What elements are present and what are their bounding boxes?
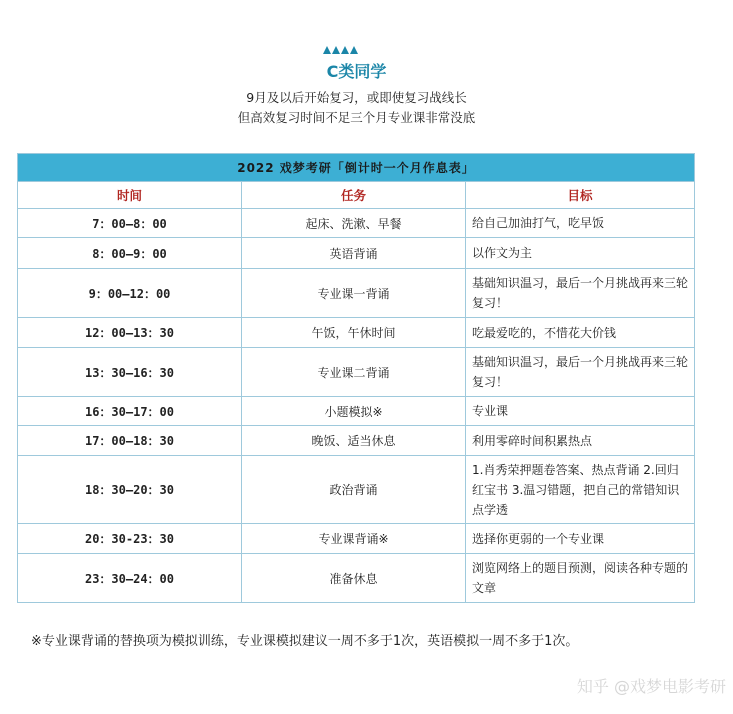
- subtitle-line-1: 9月及以后开始复习，或即使复习战线长: [246, 90, 467, 105]
- task-cell: 午饭，午休时间: [242, 318, 466, 348]
- table-row: [18, 524, 695, 554]
- task-cell: 准备休息: [242, 554, 466, 603]
- subtitle-line-2: 但高效复习时间不足三个月专业课非常没底: [237, 110, 476, 125]
- goal-cell: 1.肖秀荣押题卷答案、热点背诵 2.回归红宝书 3.温习错题，把自己的常错知识点学透: [466, 456, 695, 524]
- table-row: [18, 348, 695, 397]
- schedule-table: [17, 153, 695, 603]
- triangle-icon: [332, 46, 340, 54]
- decorative-triangles: [323, 46, 363, 56]
- triangle-icon: [323, 46, 331, 54]
- table-row: [18, 397, 695, 426]
- goal-cell: 给自己加油打气，吃早饭: [466, 209, 695, 238]
- time-cell: 18：30—20：30: [18, 456, 242, 524]
- task-cell: 政治背诵: [242, 456, 466, 524]
- goal-cell: 基础知识温习，最后一个月挑战再来三轮复习！: [466, 348, 695, 397]
- time-cell: 20：30-23：30: [18, 524, 242, 554]
- column-header-row: [18, 182, 695, 209]
- watermark: 知乎 @戏梦电影考研: [576, 677, 726, 696]
- task-cell: 专业课背诵※: [242, 524, 466, 554]
- time-cell: 16：30—17：00: [18, 397, 242, 426]
- section-heading: C类同学: [326, 62, 387, 81]
- table-title-row: [18, 154, 695, 182]
- time-cell: 8：00—9：00: [18, 238, 242, 269]
- goal-cell: 选择你更弱的一个专业课: [466, 524, 695, 554]
- time-cell: 9：00—12：00: [18, 269, 242, 318]
- time-cell: 7：00—8：00: [18, 209, 242, 238]
- table-row: [18, 209, 695, 238]
- table-row: [18, 238, 695, 269]
- goal-cell: 基础知识温习，最后一个月挑战再来三轮复习！: [466, 269, 695, 318]
- triangle-icon: [341, 46, 349, 54]
- table-row: [18, 426, 695, 456]
- column-header-task: 任务: [242, 182, 466, 209]
- triangle-icon: [350, 46, 358, 54]
- time-cell: 23：30—24：00: [18, 554, 242, 603]
- task-cell: 晚饭、适当休息: [242, 426, 466, 456]
- table-title: 2022 戏梦考研「倒计时一个月作息表」: [18, 154, 695, 182]
- column-header-goal: 目标: [466, 182, 695, 209]
- column-header-time: 时间: [18, 182, 242, 209]
- task-cell: 小题模拟※: [242, 397, 466, 426]
- task-cell: 起床、洗漱、早餐: [242, 209, 466, 238]
- footnote: ※专业课背诵的替换项为模拟训练，专业课模拟建议一周不多于1次，英语模拟一周不多于1次。: [31, 634, 579, 649]
- table-row: [18, 456, 695, 524]
- goal-cell: 利用零碎时间积累热点: [466, 426, 695, 456]
- time-cell: 17：00—18：30: [18, 426, 242, 456]
- task-cell: 专业课二背诵: [242, 348, 466, 397]
- goal-cell: 吃最爱吃的，不惜花大价钱: [466, 318, 695, 348]
- goal-cell: 以作文为主: [466, 238, 695, 269]
- goal-cell: 浏览网络上的题目预测，阅读各种专题的文章: [466, 554, 695, 603]
- task-cell: 英语背诵: [242, 238, 466, 269]
- time-cell: 13：30—16：30: [18, 348, 242, 397]
- table-row: [18, 318, 695, 348]
- table-row: [18, 554, 695, 603]
- time-cell: 12：00—13：30: [18, 318, 242, 348]
- goal-cell: 专业课: [466, 397, 695, 426]
- table-row: [18, 269, 695, 318]
- task-cell: 专业课一背诵: [242, 269, 466, 318]
